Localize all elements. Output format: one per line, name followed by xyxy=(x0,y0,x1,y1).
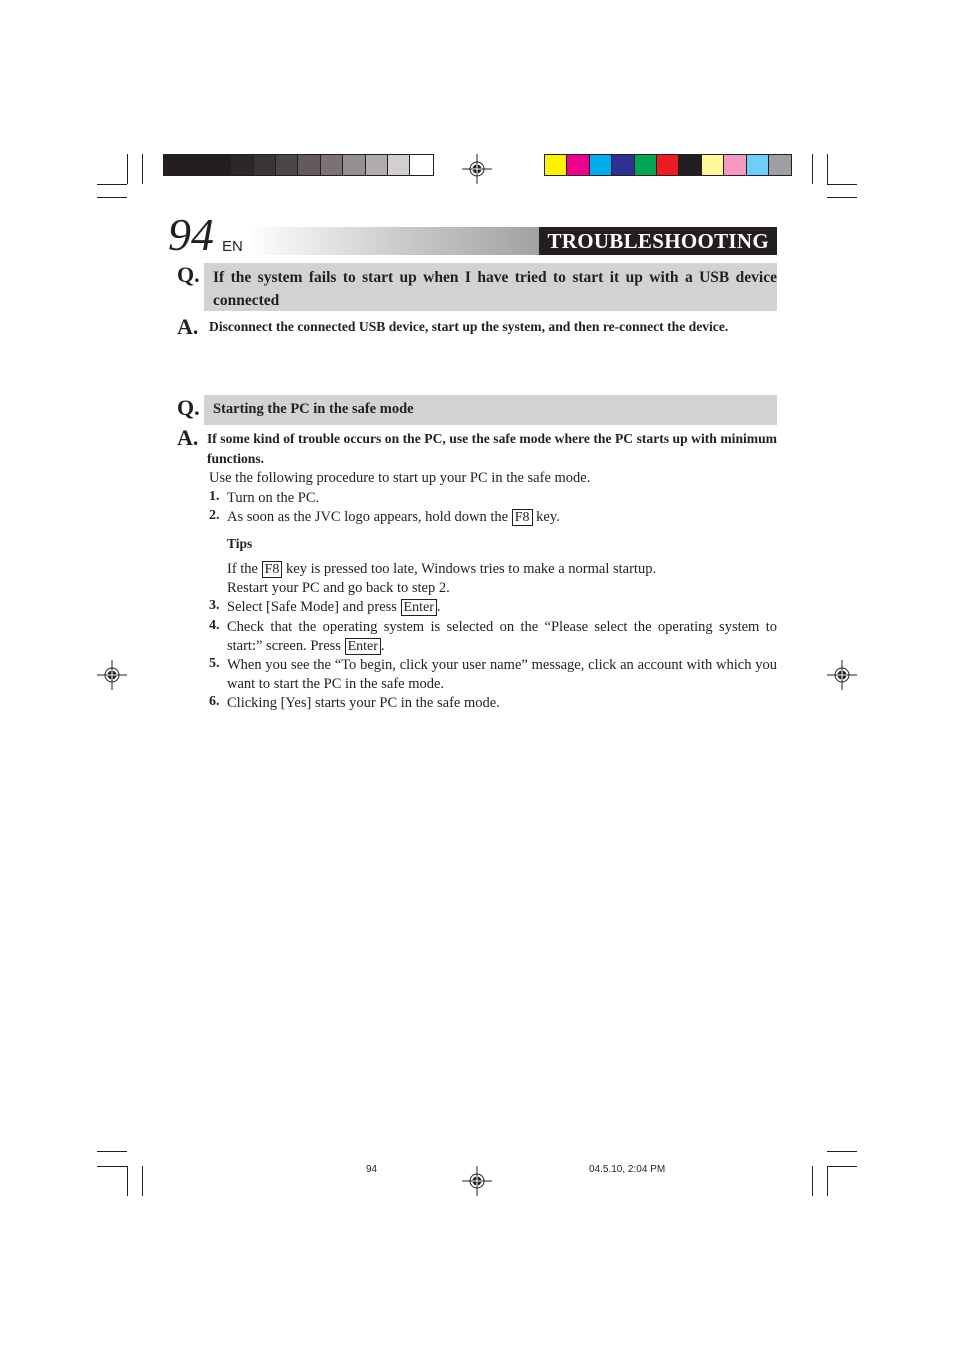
color-swatch xyxy=(410,155,432,175)
tips-text-part: key is pressed too late, Windows tries to make a normal startup. xyxy=(286,561,657,577)
f8-key: F8 xyxy=(512,509,533,526)
color-swatch xyxy=(567,155,589,175)
color-swatch xyxy=(702,155,724,175)
footer-timestamp: 04.5.10, 2:04 PM xyxy=(589,1164,666,1175)
crop-mark xyxy=(827,1166,857,1167)
step-number: 1. xyxy=(209,489,220,504)
answer-label: A. xyxy=(177,314,199,339)
crop-mark xyxy=(827,197,857,198)
color-swatch xyxy=(635,155,657,175)
color-swatch xyxy=(164,155,186,175)
crop-mark xyxy=(97,184,127,185)
color-swatch xyxy=(343,155,365,175)
color-swatch xyxy=(209,155,231,175)
color-swatch xyxy=(747,155,769,175)
color-swatch xyxy=(321,155,343,175)
crop-mark xyxy=(127,1166,128,1196)
tips-text xyxy=(227,560,656,579)
color-swatch xyxy=(186,155,208,175)
registration-mark-icon xyxy=(97,660,127,690)
color-swatch xyxy=(298,155,320,175)
step-text-part: As soon as the JVC logo appears, hold down the xyxy=(227,509,509,525)
question-text: Starting the PC in the safe mode xyxy=(213,401,414,417)
step-text-part: Check that the operating system is selected on the “Please select the operating system to start:” screen. Press xyxy=(227,619,777,655)
crop-mark xyxy=(827,1151,857,1152)
step-number: 6. xyxy=(209,694,220,709)
step-text xyxy=(227,598,777,617)
question-text: If the system fails to start up when I have tried to start it up with a USB device connected xyxy=(213,269,777,309)
crop-mark xyxy=(812,154,813,184)
question-box xyxy=(204,395,777,425)
color-swatch xyxy=(276,155,298,175)
registration-mark-icon xyxy=(462,154,492,184)
crop-mark xyxy=(827,184,857,185)
section-header-bar xyxy=(246,227,777,255)
step-number: 4. xyxy=(209,618,220,633)
step-text: Clicking [Yes] starts your PC in the safe mode. xyxy=(227,695,500,711)
color-swatch xyxy=(724,155,746,175)
intro-text: Use the following procedure to start up your PC in the safe mode. xyxy=(209,470,591,486)
color-swatch xyxy=(612,155,634,175)
color-calibration-bar xyxy=(544,154,792,176)
crop-mark xyxy=(827,154,828,184)
tips-text-part: If the xyxy=(227,561,258,577)
enter-key: Enter xyxy=(345,638,381,655)
footer-page-number: 94 xyxy=(366,1164,378,1175)
grayscale-calibration-bar xyxy=(163,154,434,176)
step-text-part: Select [Safe Mode] and press xyxy=(227,599,397,615)
step-text-part: . xyxy=(380,638,385,655)
registration-mark-icon xyxy=(462,1166,492,1196)
question-label: Q. xyxy=(177,395,200,420)
color-swatch xyxy=(254,155,276,175)
color-swatch xyxy=(388,155,410,175)
step-text-part: key. xyxy=(536,509,560,525)
question-label: Q. xyxy=(177,262,200,287)
answer-text: If some kind of trouble occurs on the PC, use the safe mode where the PC starts up with minimum functions. xyxy=(207,431,777,466)
tips-label: Tips xyxy=(227,536,253,551)
color-swatch xyxy=(769,155,791,175)
crop-mark xyxy=(142,154,143,184)
registration-mark-icon xyxy=(827,660,857,690)
crop-mark xyxy=(97,197,127,198)
color-swatch xyxy=(366,155,388,175)
color-swatch xyxy=(590,155,612,175)
section-title: TROUBLESHOOTING xyxy=(539,227,777,255)
crop-mark xyxy=(812,1166,813,1196)
question-box xyxy=(204,263,777,311)
crop-mark xyxy=(142,1166,143,1196)
step-text: When you see the “To begin, click your user name” message, click an account with which you want to start the PC in the safe mode. xyxy=(227,657,777,693)
color-swatch xyxy=(679,155,701,175)
color-swatch xyxy=(545,155,567,175)
answer-label: A. xyxy=(177,425,199,450)
f8-key: F8 xyxy=(262,561,283,578)
crop-mark xyxy=(97,1151,127,1152)
color-swatch xyxy=(231,155,253,175)
step-text xyxy=(227,508,777,527)
color-swatch xyxy=(657,155,679,175)
answer-text: Disconnect the connected USB device, start up the system, and then re-connect the device. xyxy=(209,319,729,334)
page-number: 94 xyxy=(168,209,214,260)
enter-key: Enter xyxy=(401,599,437,616)
page-language: EN xyxy=(222,238,243,255)
step-text-part: . xyxy=(436,599,441,615)
step-number: 5. xyxy=(209,656,220,671)
crop-mark xyxy=(97,1166,127,1167)
step-number: 2. xyxy=(209,508,220,523)
step-number: 3. xyxy=(209,598,220,613)
tips-text: Restart your PC and go back to step 2. xyxy=(227,580,450,596)
crop-mark xyxy=(127,154,128,184)
crop-mark xyxy=(827,1166,828,1196)
step-text xyxy=(227,618,777,657)
step-text: Turn on the PC. xyxy=(227,490,320,506)
